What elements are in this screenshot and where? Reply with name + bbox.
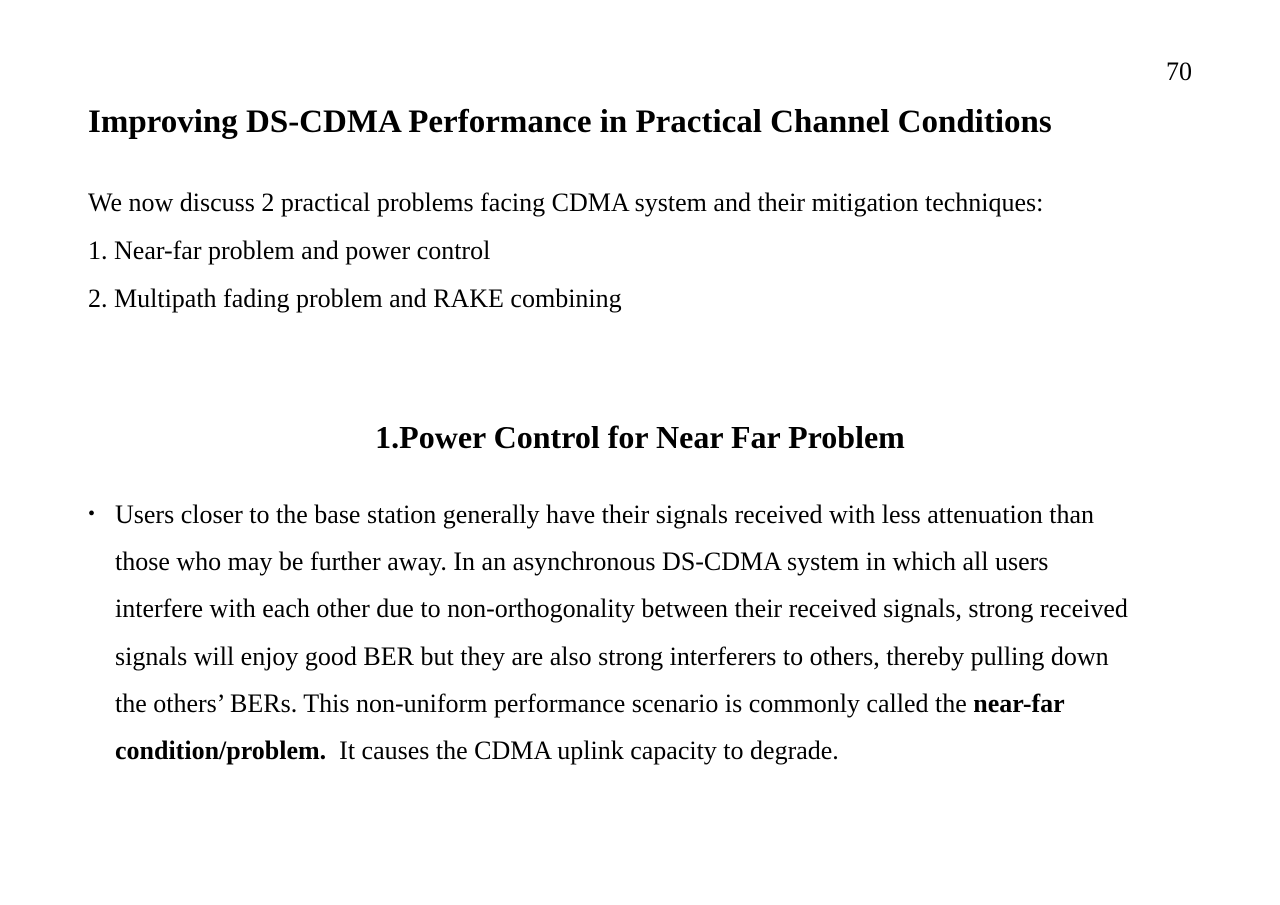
bullet-list [88, 491, 1198, 774]
bullet-line-1: Users closer to the base station generally have their signals received with less attenuation than [115, 500, 1095, 529]
bullet-line-3: interfere with each other due to non-orthogonality between their received signals, strong received [115, 594, 1128, 624]
bullet-line-6-text: It causes the CDMA uplink capacity to degrade. [326, 736, 839, 766]
intro-item-1: 1. Near-far problem and power control [88, 236, 491, 265]
list-item [88, 491, 1198, 774]
bullet-line-5-text: the others’ BERs. This non-uniform performance scenario is commonly called the [115, 688, 974, 718]
section-heading: 1.Power Control for Near Far Problem [375, 419, 905, 455]
page-title: Improving DS-CDMA Performance in Practical Channel Conditions [88, 104, 1052, 140]
bullet-icon: • [88, 503, 96, 525]
near-far-term: near-far [973, 688, 1065, 718]
page-number: 70 [1166, 57, 1192, 86]
bullet-line-2: those who may be further away. In an asynchronous DS-CDMA system in which all users [115, 547, 1049, 577]
intro-paragraph [88, 179, 1198, 323]
bullet-line-5 [115, 680, 1198, 727]
bullet-line-4: signals will enjoy good BER but they are also strong interferers to others, thereby pulling down [115, 641, 1109, 671]
intro-item-2: 2. Multipath fading problem and RAKE combining [88, 284, 622, 313]
problem-term: condition/problem. [115, 736, 327, 766]
bullet-line-6 [115, 727, 1198, 774]
intro-lead: We now discuss 2 practical problems facing CDMA system and their mitigation techniques: [88, 188, 1044, 217]
